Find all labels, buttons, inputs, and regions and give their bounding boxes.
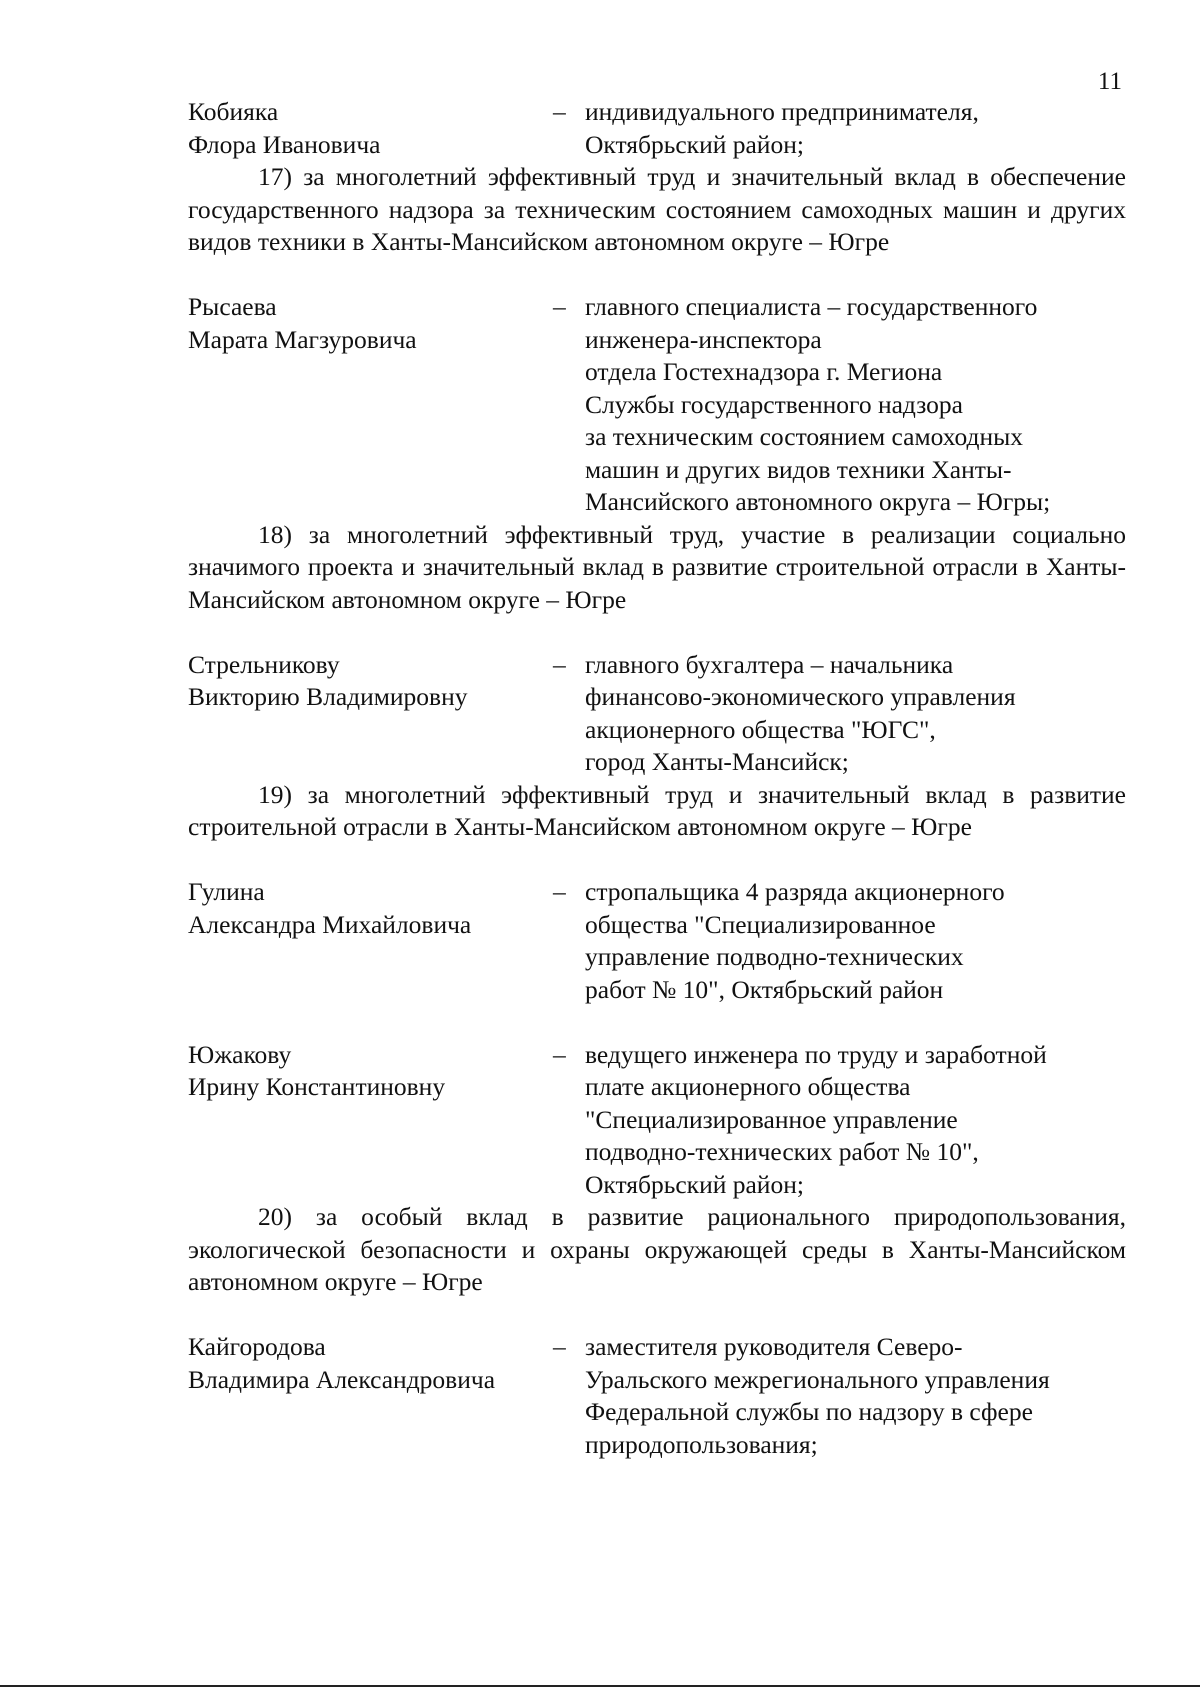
spacer xyxy=(188,1006,1126,1039)
person-name: Гулина Александра Михайловича xyxy=(188,877,472,939)
dash: – xyxy=(553,1039,566,1069)
document-body xyxy=(188,96,1126,1461)
award-entry xyxy=(188,1331,1126,1461)
award-entry xyxy=(188,96,1126,161)
award-entry xyxy=(188,1039,1126,1202)
award-paragraph: 20) за особый вклад в развитие рационального природопользования, экологической безопасности и охраны окружающей среды в Ханты-Мансийском автономном округе – Югре xyxy=(188,1202,1126,1296)
person-name: Стрельникову Викторию Владимировну xyxy=(188,649,468,711)
award-entry xyxy=(188,291,1126,519)
dash: – xyxy=(553,97,566,126)
page-number: 11 xyxy=(1097,68,1122,95)
person-name: Кайгородова Владимира Александровича xyxy=(188,1332,496,1394)
person-position: стропальщика 4 разряда акционерного общества "Специализированное управление подводно-технических работ № 10", Октябрьский район xyxy=(585,877,1005,1004)
award-entry xyxy=(188,649,1126,779)
dash: – xyxy=(553,292,566,321)
person-name: Рысаева Марата Магзуровича xyxy=(188,292,417,354)
spacer xyxy=(188,844,1126,877)
spacer xyxy=(188,1299,1126,1332)
dash: – xyxy=(553,877,566,906)
spacer xyxy=(188,616,1126,649)
person-position: главного бухгалтера – начальника финансово-экономического управления акционерного общества "ЮГС", город Ханты-Мансийск; xyxy=(585,649,1016,776)
spacer xyxy=(188,259,1126,292)
person-position: индивидуального предпринимателя, Октябрьский район; xyxy=(585,97,979,159)
person-position: главного специалиста – государственного инженера-инспектора отдела Гостехнадзора г. Мегиона Службы государственного надзора за техническим состоянием самоходных машин и других видов техники Ханты- Мансийского автономного округа – Югры; xyxy=(585,292,1051,516)
person-position: ведущего инженера по труду и заработной плате акционерного общества "Специализированное управление подводно-технических работ № 10", Октябрьский район; xyxy=(585,1039,1047,1199)
person-name: Кобияка Флора Ивановича xyxy=(188,97,381,159)
dash: – xyxy=(553,1332,566,1361)
person-name: Южакову Ирину Константиновну xyxy=(188,1039,446,1101)
dash: – xyxy=(553,649,566,679)
award-paragraph: 18) за многолетний эффективный труд, участие в реализации социально значимого проекта и значительный вклад в развитие строительной отрасли в Ханты-Мансийском автономном округе – Югре xyxy=(188,519,1126,614)
award-entry xyxy=(188,876,1126,1006)
person-position: заместителя руководителя Северо- Уральского межрегионального управления Федеральной службы по надзору в сфере природопользования; xyxy=(585,1332,1050,1459)
award-paragraph: 17) за многолетний эффективный труд и значительный вклад в обеспечение государственного надзора за техническим состоянием самоходных машин и других видов техники в Ханты-Мансийском автономном округе – Югре xyxy=(188,162,1126,256)
award-paragraph: 19) за многолетний эффективный труд и значительный вклад в развитие строительной отрасли в Ханты-Мансийском автономном округе – Югре xyxy=(188,779,1126,841)
bottom-rule xyxy=(0,1685,1200,1687)
